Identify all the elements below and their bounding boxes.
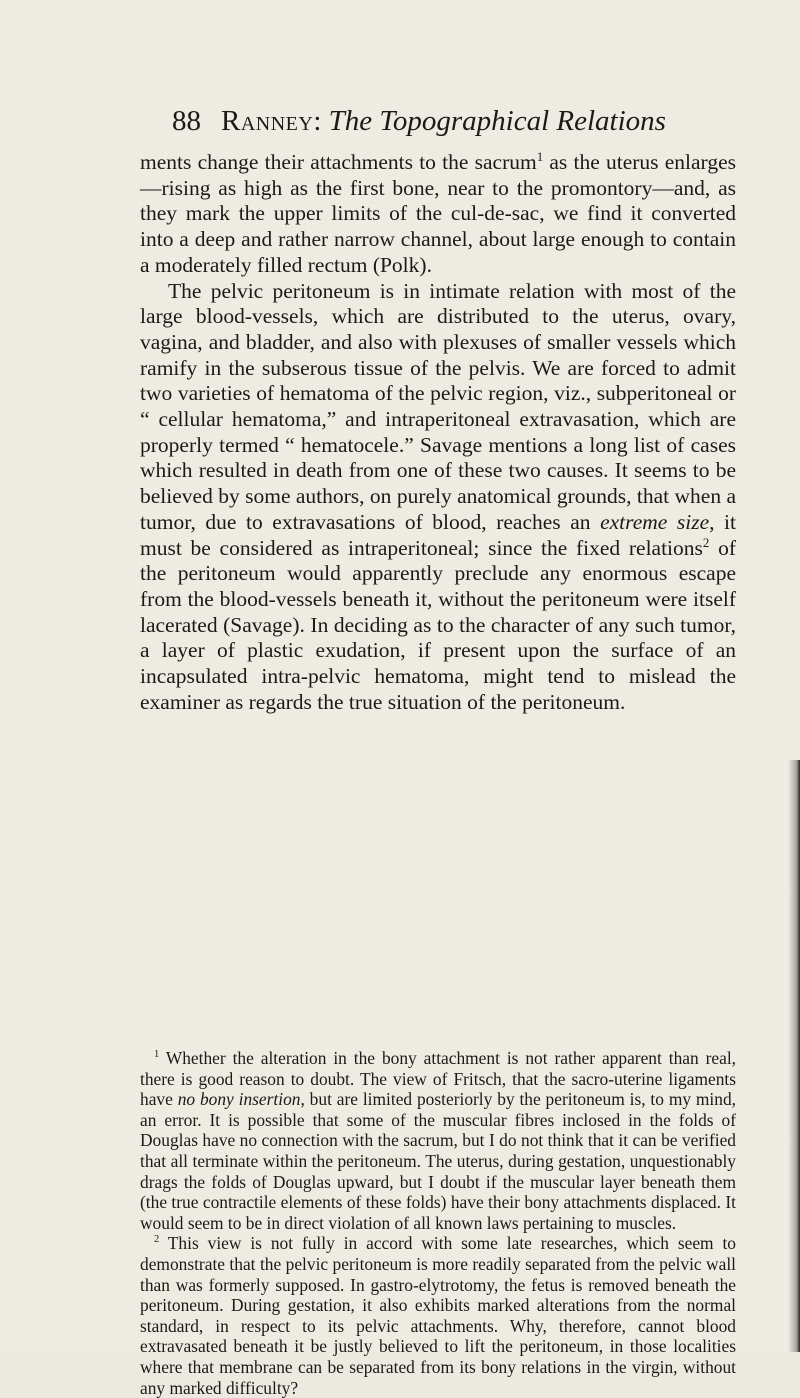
page-number: 88 — [172, 105, 201, 137]
paragraph-2-text-b: , it must be considered as intraperitoneal; since the fixed relations — [140, 509, 736, 560]
paragraph-1 — [140, 150, 736, 279]
footnote-ref-1: 1 — [536, 149, 544, 164]
running-head-separator: : — [313, 105, 322, 137]
emphasis-extreme-size: extreme size — [600, 509, 710, 534]
paragraph-2-text-c: of the peritoneum would apparently preclude any enormous escape from the blood-vessels beneath it, without the peritoneum were itself lacerated (Savage). In deciding as to the character of any such tumor, a layer of plastic exudation, if present upon the surface of an incapsulated intra-pelvic hematoma, might tend to mislead the examiner as regards the true situation of the peritoneum. — [140, 535, 736, 714]
running-head-title: The Topographical Relations — [328, 105, 666, 137]
page-edge-shadow — [788, 760, 800, 1352]
footnote-2-text-a: This view is not fully in accord with some late researches, which seem to demonstrate that the pelvic peritoneum is more readily separated from the pelvic wall than was formerly supposed. In gastro-elytrotomy, the fetus is removed beneath the peritoneum. During gestation, it also exhibits marked alterations from the normal standard, in respect to its pelvic attachments. Why, therefore, cannot blood extravasated beneath it be justly believed to lift the peritoneum, in those localities where that membrane can be separated from its bony relations in the virgin, without any marked difficulty? — [140, 1233, 736, 1398]
footnote-1-mark: 1 — [154, 1049, 160, 1061]
footnote-1-text-a: Whether the alteration in the bony attachment is not rather apparent than real, there is good reason to doubt. The view of Fritsch, that the sacro-uterine ligaments have — [140, 1048, 736, 1110]
paragraph-1-text-b: as the uterus enlarges—rising as high as the first bone, near to the promontory—and, as they mark the upper limits of the cul-de-sac, we find it converted into a deep and rather narrow channel, about large enough to contain a moderately filled rectum (Polk). — [140, 150, 736, 277]
footnote-ref-2: 2 — [702, 535, 710, 550]
footnote-2 — [140, 1233, 736, 1398]
body-text — [140, 150, 736, 715]
running-head — [172, 103, 732, 139]
footnote-1-emphasis: no bony insertion — [177, 1089, 301, 1110]
footnote-2-mark: 2 — [154, 1234, 160, 1246]
paragraph-1-text-a: ments change their attachments to the sacrum — [140, 150, 537, 174]
footnote-1 — [140, 1048, 736, 1233]
running-head-author: Ranney — [221, 105, 314, 137]
footnote-1-text-b: , but are limited posteriorly by the peritoneum is, to my mind, an error. It is possible that some of the muscular fibres inclosed in the folds of Douglas have no connection with the sacrum, but I do not think that it can be verified that all terminate within the peritoneum. The uterus, during gestation, unquestionably drags the folds of Douglas upward, but I doubt if the muscular layer beneath them (the true contractile elements of these folds) have their bony attachments displaced. It would seem to be in direct violation of all known laws pertaining to muscles. — [140, 1089, 736, 1233]
footnotes — [140, 1048, 736, 1398]
paragraph-2-text-a: The pelvic peritoneum is in intimate relation with most of the large blood-vessels, which are distributed to the uterus, ovary, vagina, and bladder, and also with plexuses of smaller vessels which ramify in the subserous tissue of the pelvis. We are forced to admit two varieties of hematoma of the pelvic region, viz., subperitoneal or “ cellular hematoma,” and intraperitoneal extravasation, which are properly termed “ hematocele.” Savage mentions a long list of cases which resulted in death from one of these two causes. It seems to be believed by some authors, on purely anatomical grounds, that when a tumor, due to extravasations of blood, reaches an — [140, 278, 736, 534]
paragraph-2 — [140, 279, 736, 716]
